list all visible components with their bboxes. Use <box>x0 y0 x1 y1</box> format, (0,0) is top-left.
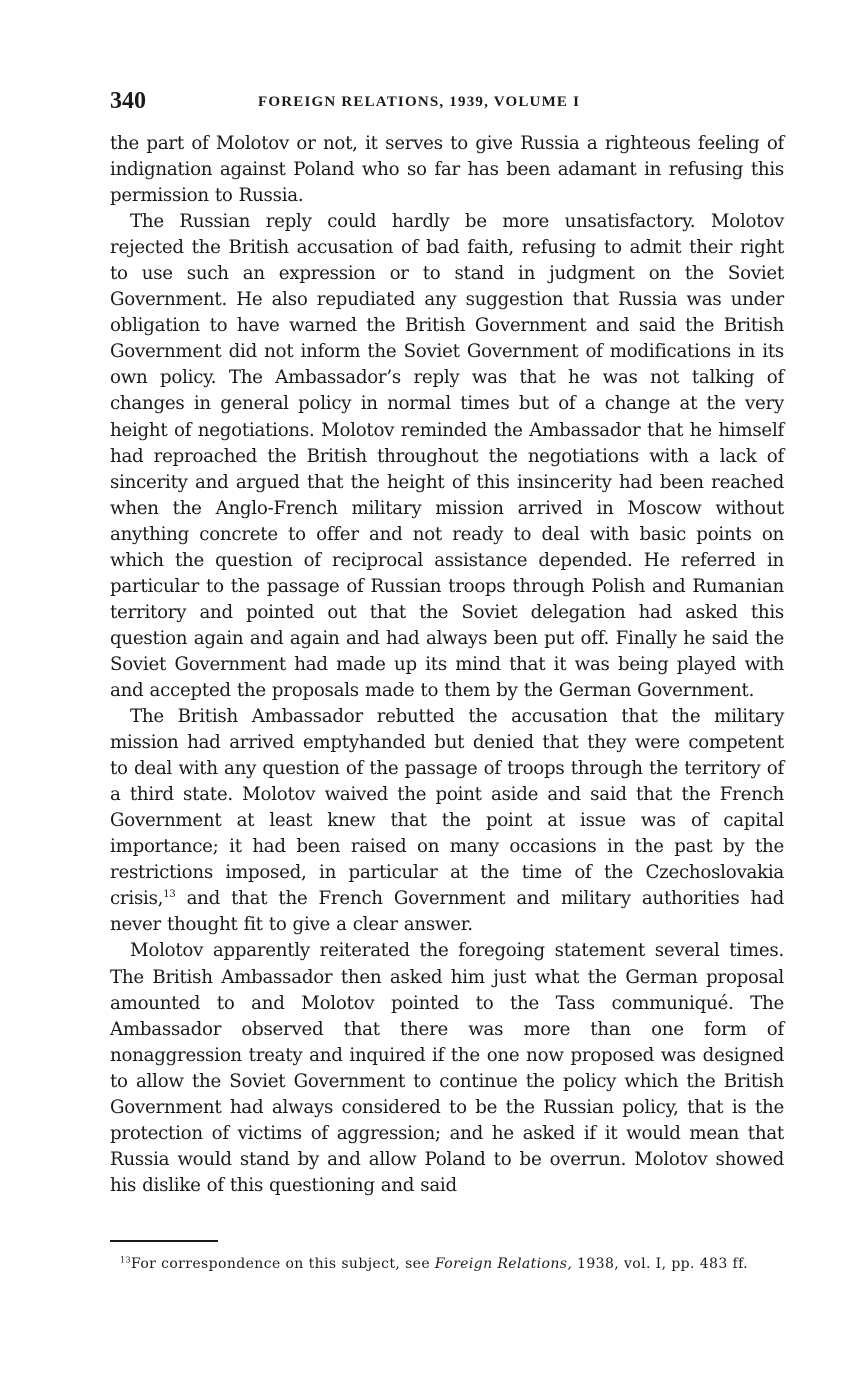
paragraph-3-text-after-note: and that the French Government and military authorities had never thought fit to give a clear answer. <box>110 888 784 936</box>
footnote-title: Foreign Relations, <box>434 1256 573 1272</box>
footnote-divider <box>110 1240 218 1242</box>
document-page <box>110 0 784 1379</box>
paragraph-3 <box>110 704 784 938</box>
paragraph-4: Molotov apparently reiterated the foregoing statement several times. The British Ambassador then asked him just what the German proposal amounted to and Molotov pointed to the Tass communiqué. The Ambassador observed that there was more than one form of nonaggression treaty and inquired if the one now proposed was designed to allow the Soviet Government to continue the policy which the British Government had always considered to be the Russian policy, that is the protection of victims of aggression; and he asked if it would mean that Russia would stand by and allow Poland to be overrun. Molotov showed his dislike of this questioning and said <box>110 940 784 1196</box>
running-head: FOREIGN RELATIONS, 1939, VOLUME I <box>258 94 581 110</box>
footnote-reference[interactable]: 13 <box>163 889 176 901</box>
footnote-number: 13 <box>120 1255 131 1265</box>
page-header <box>110 86 784 116</box>
page-number: 340 <box>110 88 146 114</box>
paragraph-3-text-before-note: The British Ambassador rebutted the accusation that the military mission had arrived emptyhanded but denied that they were competent to deal with any question of the passage of troops through the territory of a third state. Molotov waived the point aside and said that the French Government at least knew that the point at issue was of capital importance; it had been raised on many occasions in the past by the restrictions imposed, in particular at the time of the Czechoslovakia crisis, <box>110 706 784 910</box>
body-text <box>110 131 784 1199</box>
footnote-text-before: For correspondence on this subject, see <box>130 1256 435 1272</box>
paragraph-1: the part of Molotov or not, it serves to give Russia a righteous feeling of indignation against Poland who so far has been adamant in refusing this permission to Russia. <box>110 133 784 207</box>
footnote-text-after: 1938, vol. I, pp. 483 ff. <box>572 1256 749 1272</box>
paragraph-2: The Russian reply could hardly be more unsatisfactory. Molotov rejected the British accusation of bad faith, refusing to admit their right to use such an expression or to stand in judgment on the Soviet Government. He also repudiated any suggestion that Russia was under obligation to have warned the British Government and said the British Government did not inform the Soviet Government of modifications in its own policy. The Ambassador’s reply was that he was not talking of changes in general policy in normal times but of a change at the very height of negotiations. Molotov reminded the Ambassador that he himself had reproached the British throughout the negotiations with a lack of sincerity and argued that the height of this insincerity had been reached when the Anglo-French military mission arrived in Moscow without anything concrete to offer and not ready to deal with basic points on which the question of reciprocal assistance depended. He referred in particular to the passage of Russian troops through Polish and Rumanian territory and pointed out that the Soviet delegation had asked this question again and again and had always been put off. Finally he said the Soviet Government had made up its mind that it was being played with and accepted the proposals made to them by the German Government. <box>110 211 784 701</box>
footnote <box>110 1254 784 1275</box>
